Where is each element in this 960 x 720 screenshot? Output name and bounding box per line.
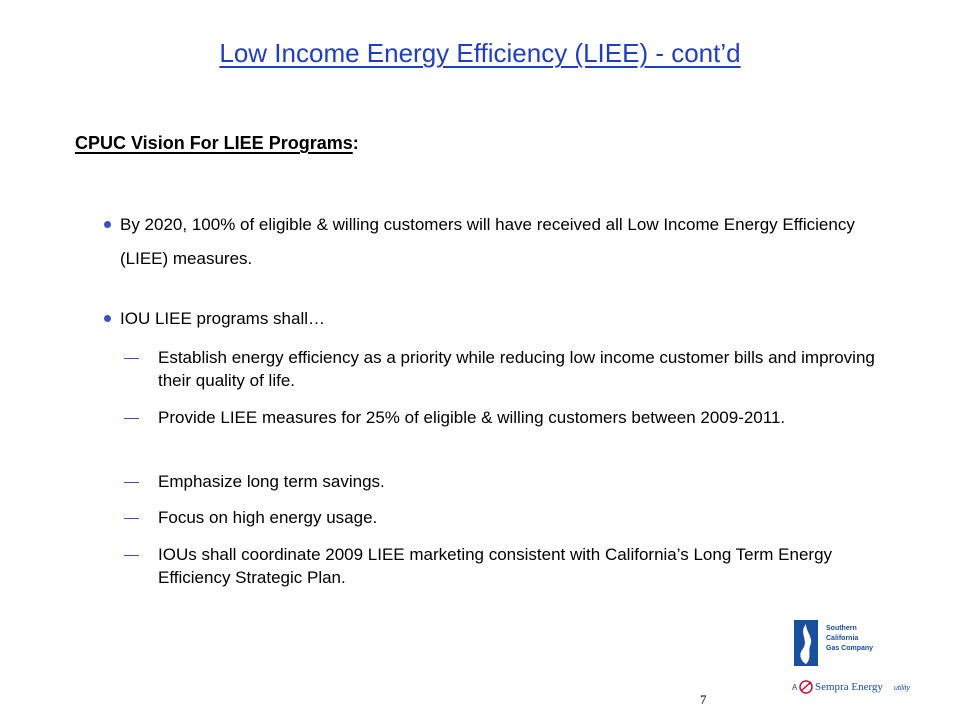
sub-item	[124, 543, 884, 589]
page-number: 7	[700, 692, 707, 707]
sub-item-text: IOUs shall coordinate 2009 LIEE marketing consistent with California’s Long Term Energy Efficiency Strategic Plan.	[158, 545, 833, 587]
section-heading-text: CPUC Vision For LIEE Programs	[75, 133, 353, 153]
bullet-text: IOU LIEE programs shall…	[120, 309, 326, 328]
bullet-item	[104, 208, 904, 276]
slide-title: Low Income Energy Efficiency (LIEE) - cont’d	[219, 38, 741, 68]
dash-icon	[124, 358, 139, 359]
dash-icon	[124, 482, 139, 483]
sempra-emblem-icon	[800, 681, 812, 693]
tagline-brand: Sempra Energy	[815, 681, 883, 693]
sub-item	[124, 506, 884, 529]
bullet-dot-icon	[104, 315, 111, 322]
company-name-line2: California	[826, 635, 859, 642]
section-heading	[75, 133, 359, 154]
sub-item-text: Provide LIEE measures for 25% of eligible & willing customers between 2009-2011.	[158, 408, 786, 427]
dash-icon	[124, 518, 139, 519]
dash-icon	[124, 555, 139, 556]
dash-icon	[124, 418, 139, 419]
sub-item	[124, 406, 884, 429]
sub-item-text: Focus on high energy usage.	[158, 508, 378, 527]
company-logo	[790, 618, 930, 698]
sub-item	[124, 346, 884, 392]
bullet-text: By 2020, 100% of eligible & willing customers will have received all Low Income Energy Efficiency (LIEE) measures.	[120, 215, 855, 268]
sub-item-text: Establish energy efficiency as a priority while reducing low income customer bills and improving their quality of life.	[158, 348, 875, 390]
company-name-line1: Southern	[826, 625, 857, 632]
sub-item	[124, 470, 884, 493]
tagline-suffix: utility	[894, 685, 910, 692]
flame-logo-icon	[794, 620, 818, 666]
bullet-dot-icon	[104, 221, 111, 228]
bullet-item	[104, 302, 904, 336]
tagline-prefix: A	[792, 683, 798, 692]
company-name-line3: Gas Company	[826, 645, 874, 652]
sub-item-text: Emphasize long term savings.	[158, 472, 385, 491]
section-heading-colon: :	[352, 133, 359, 153]
